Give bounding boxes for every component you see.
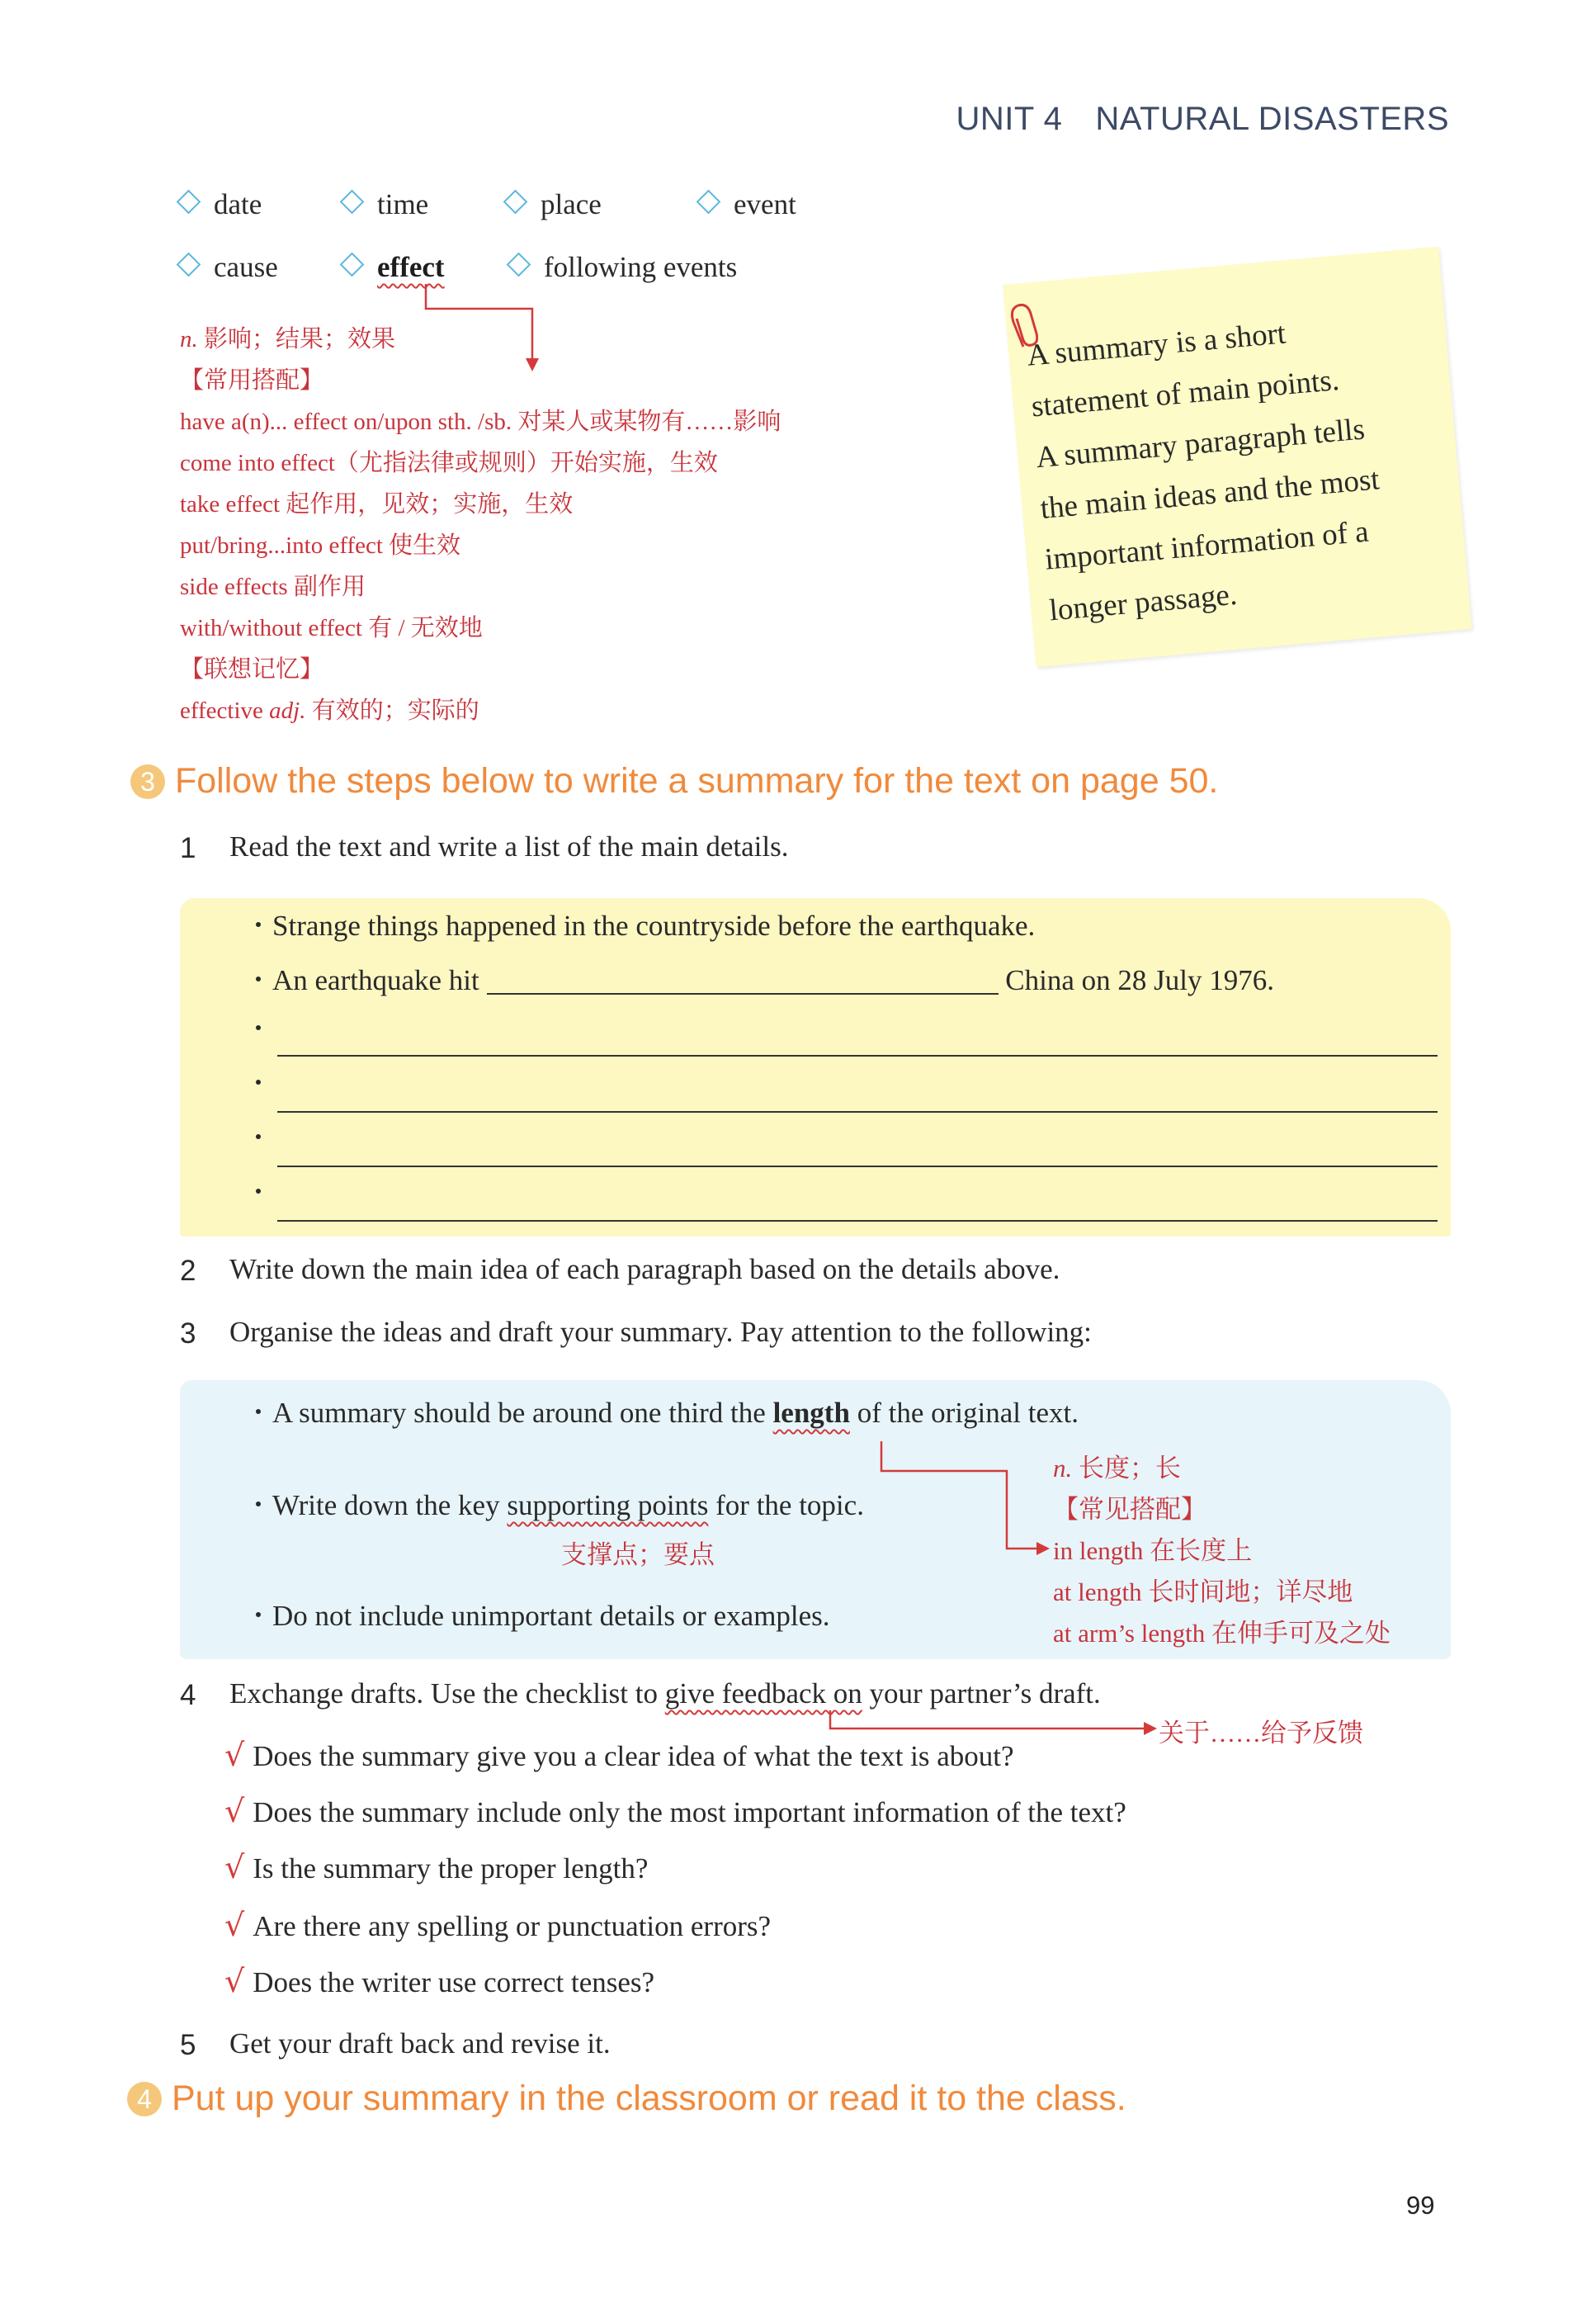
detail-item-6	[256, 1189, 272, 1206]
diamond-icon	[177, 190, 201, 215]
vocab-length: n. 长度；长 【常见搭配】 in length 在长度上 at length 长时间地；详尽地 at arm’s length 在伸手可及之处	[1053, 1454, 1391, 1648]
checklist-item: √ Does the summary give you a clear idea of what the text is about?	[224, 1737, 1014, 1773]
step-5-number: 5	[180, 2029, 196, 2061]
section-3-number: 3	[130, 764, 165, 799]
option-date: date	[180, 188, 262, 221]
step-5-text: Get your draft back and revise it.	[229, 2027, 611, 2060]
detail-item-1: Strange things happened in the countryside before the earthquake.	[256, 910, 1035, 943]
section-4-number: 4	[127, 2082, 162, 2116]
supporting-points-gloss: 支撑点；要点	[561, 1540, 715, 1569]
give-feedback-term: give feedback on	[664, 1677, 862, 1710]
unit-title: NATURAL DISASTERS	[1095, 101, 1449, 137]
option-cause: cause	[180, 251, 278, 284]
check-mark-icon: √	[224, 1907, 245, 1943]
option-effect: effect	[343, 251, 445, 284]
option-place: place	[507, 188, 602, 221]
diamond-icon	[503, 190, 528, 215]
diamond-icon	[340, 253, 365, 277]
summary-definition-note: A summary is a short statement of main points. A summary paragraph tells the main ideas and the most important information of a longer passage.	[1003, 247, 1472, 667]
option-time: time	[343, 188, 428, 221]
detail-item-3	[256, 1025, 272, 1043]
section-3-title: 3 Follow the steps below to write a summary for the text on page 50.	[130, 761, 1218, 802]
diamond-icon	[507, 253, 531, 277]
feedback-gloss: 关于……给予反馈	[1159, 1719, 1363, 1747]
checklist-item: √ Is the summary the proper length?	[224, 1849, 649, 1885]
page-header	[956, 101, 1449, 138]
diamond-icon	[696, 190, 721, 215]
answer-line-6[interactable]	[277, 1220, 1438, 1222]
step-2-number: 2	[180, 1255, 196, 1287]
tip-item-3: Do not include unimportant details or examples.	[256, 1600, 830, 1633]
detail-item-4	[256, 1080, 272, 1097]
step-3-text: Organise the ideas and draft your summary. Pay attention to the following:	[229, 1316, 1092, 1348]
option-following-events: following events	[510, 251, 737, 284]
check-mark-icon: √	[224, 1849, 245, 1885]
answer-line-5[interactable]	[277, 1166, 1438, 1167]
supporting-points-term: supporting points	[507, 1489, 709, 1521]
unit-label: UNIT 4	[956, 101, 1063, 137]
answer-line-4[interactable]	[277, 1111, 1438, 1113]
check-mark-icon: √	[224, 1793, 245, 1829]
option-event: event	[700, 188, 796, 221]
check-mark-icon: √	[224, 1963, 245, 1999]
answer-line-3[interactable]	[277, 1055, 1438, 1057]
feedback-arrow-icon	[825, 1707, 1164, 1740]
step-1-text: Read the text and write a list of the main details.	[229, 830, 789, 863]
length-arrow-icon	[866, 1436, 1056, 1560]
length-term: length	[772, 1397, 850, 1429]
checklist-item: √ Are there any spelling or punctuation errors?	[224, 1907, 772, 1943]
diamond-icon	[340, 190, 365, 215]
detail-item-2: An earthquake hit China on 28 July 1976.	[256, 964, 1274, 997]
tip-item-1: A summary should be around one third the length of the original text.	[256, 1397, 1079, 1430]
detail-item-5	[256, 1134, 272, 1152]
page-number: 99	[1406, 2191, 1435, 2220]
step-2-text: Write down the main idea of each paragraph based on the details above.	[229, 1253, 1060, 1285]
section-4-title: 4 Put up your summary in the classroom or read it to the class.	[127, 2078, 1126, 2119]
details-box	[180, 898, 1451, 1237]
step-1-number: 1	[180, 832, 196, 864]
step-4-number: 4	[180, 1679, 196, 1711]
tip-item-2: Write down the key supporting points for the topic.	[256, 1489, 864, 1522]
vocab-effect: n. 影响；结果；效果 【常用搭配】 have a(n)... effect on/upon sth. /sb. 对某人或某物有……影响 come into effect（尤指法律或规则）开始实施，生效 take effect 起作用，见效；实施，生效 put/bring...into effect 使生效 side effects 副作用 with/without effect 有 / 无效地 【联想记忆】 effective adj. 有效的；实际的	[180, 326, 781, 724]
answer-blank[interactable]	[487, 993, 999, 995]
check-mark-icon: √	[224, 1737, 245, 1773]
step-3-number: 3	[180, 1317, 196, 1350]
checklist-item: √ Does the writer use correct tenses?	[224, 1963, 655, 1999]
step-4-text: Exchange drafts. Use the checklist to give feedback on your partner’s draft.	[229, 1677, 1101, 1710]
checklist-item: √ Does the summary include only the most important information of the text?	[224, 1793, 1126, 1829]
diamond-icon	[177, 253, 201, 277]
paperclip-icon	[1005, 297, 1038, 355]
